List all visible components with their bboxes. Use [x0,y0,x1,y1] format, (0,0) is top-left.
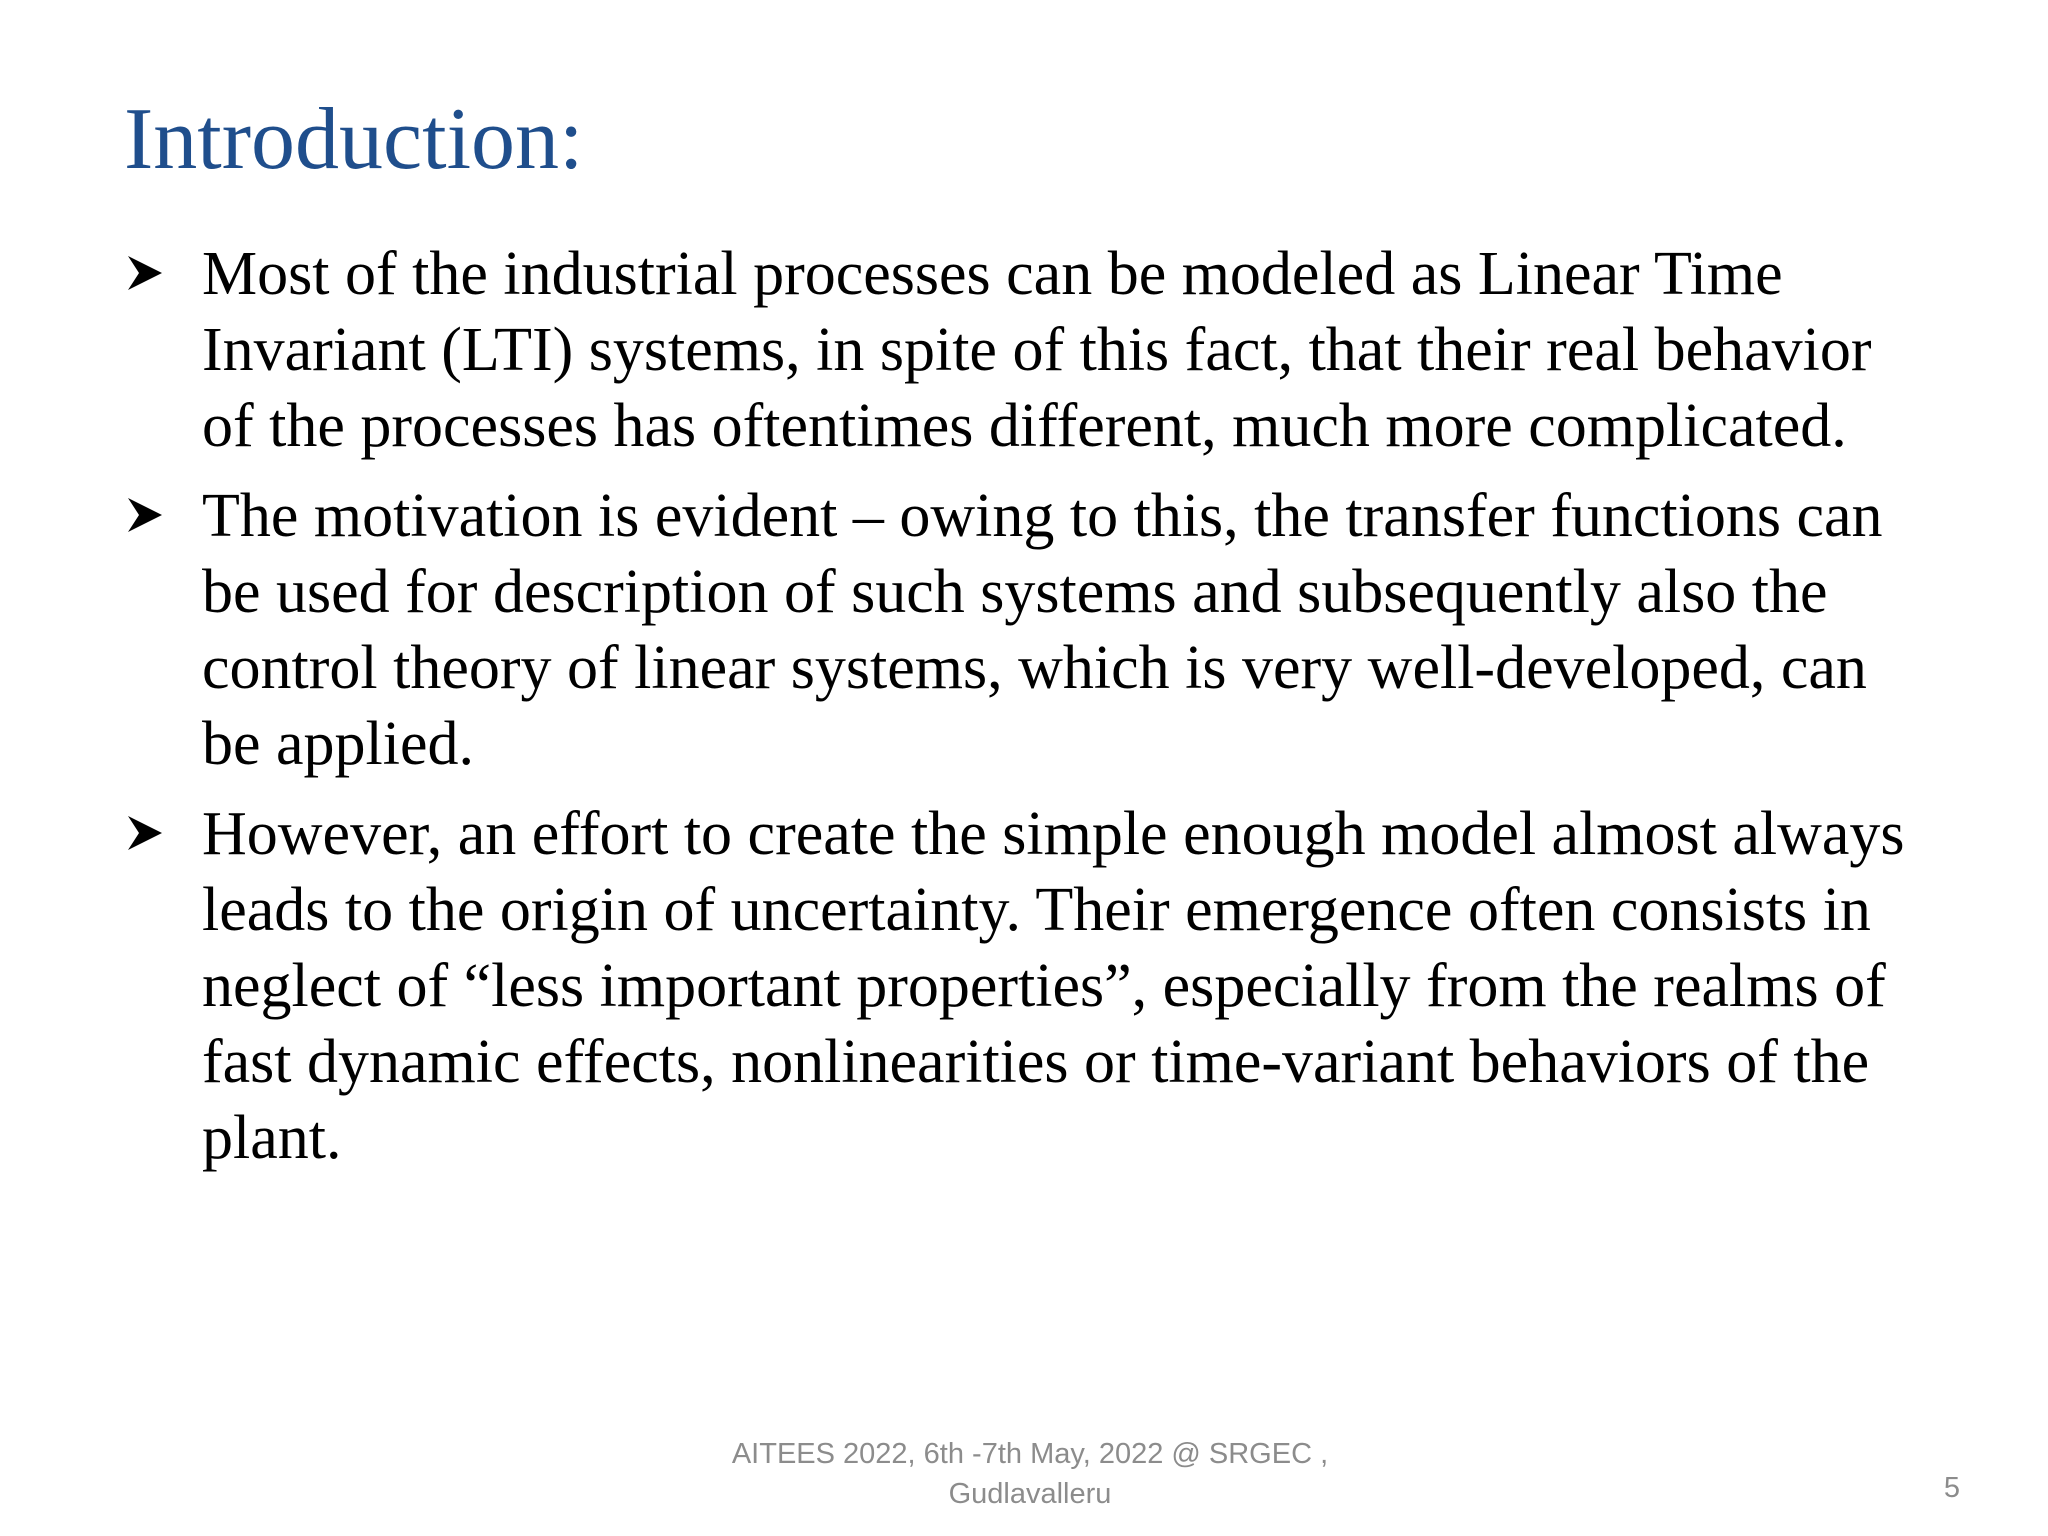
bullet-list [124,236,2004,1190]
bullet-text: However, an effort to create the simple enough model almost always leads to the origin of uncertainty. Their emergence often consists in neglect of “less important properties”, especially from the realms of fast dynamic effects, nonlinearities or time-variant behaviors of the plant. [202,800,1905,1172]
arrowhead-bullet-icon [124,236,168,312]
slide-footer: AITEES 2022, 6th -7th May, 2022 @ SRGEC , Gudlavalleru [731,1438,1329,1510]
bullet-item [124,796,2004,1176]
page-number: 5 [1943,1472,1960,1504]
bullet-text: The motivation is evident – owing to this, the transfer functions can be used for description of such systems and subsequently also the control theory of linear systems, which is very well-developed, can be applied. [202,482,1883,778]
arrowhead-bullet-icon [124,478,168,554]
slide-title: Introduction: [124,91,584,188]
arrowhead-bullet-icon [124,796,168,872]
bullet-text: Most of the industrial processes can be modeled as Linear Time Invariant (LTI) systems, in spite of this fact, that their real behavior of the processes has oftentimes different, much more complicated. [202,240,1872,460]
bullet-item [124,478,2004,782]
bullet-item [124,236,2004,464]
